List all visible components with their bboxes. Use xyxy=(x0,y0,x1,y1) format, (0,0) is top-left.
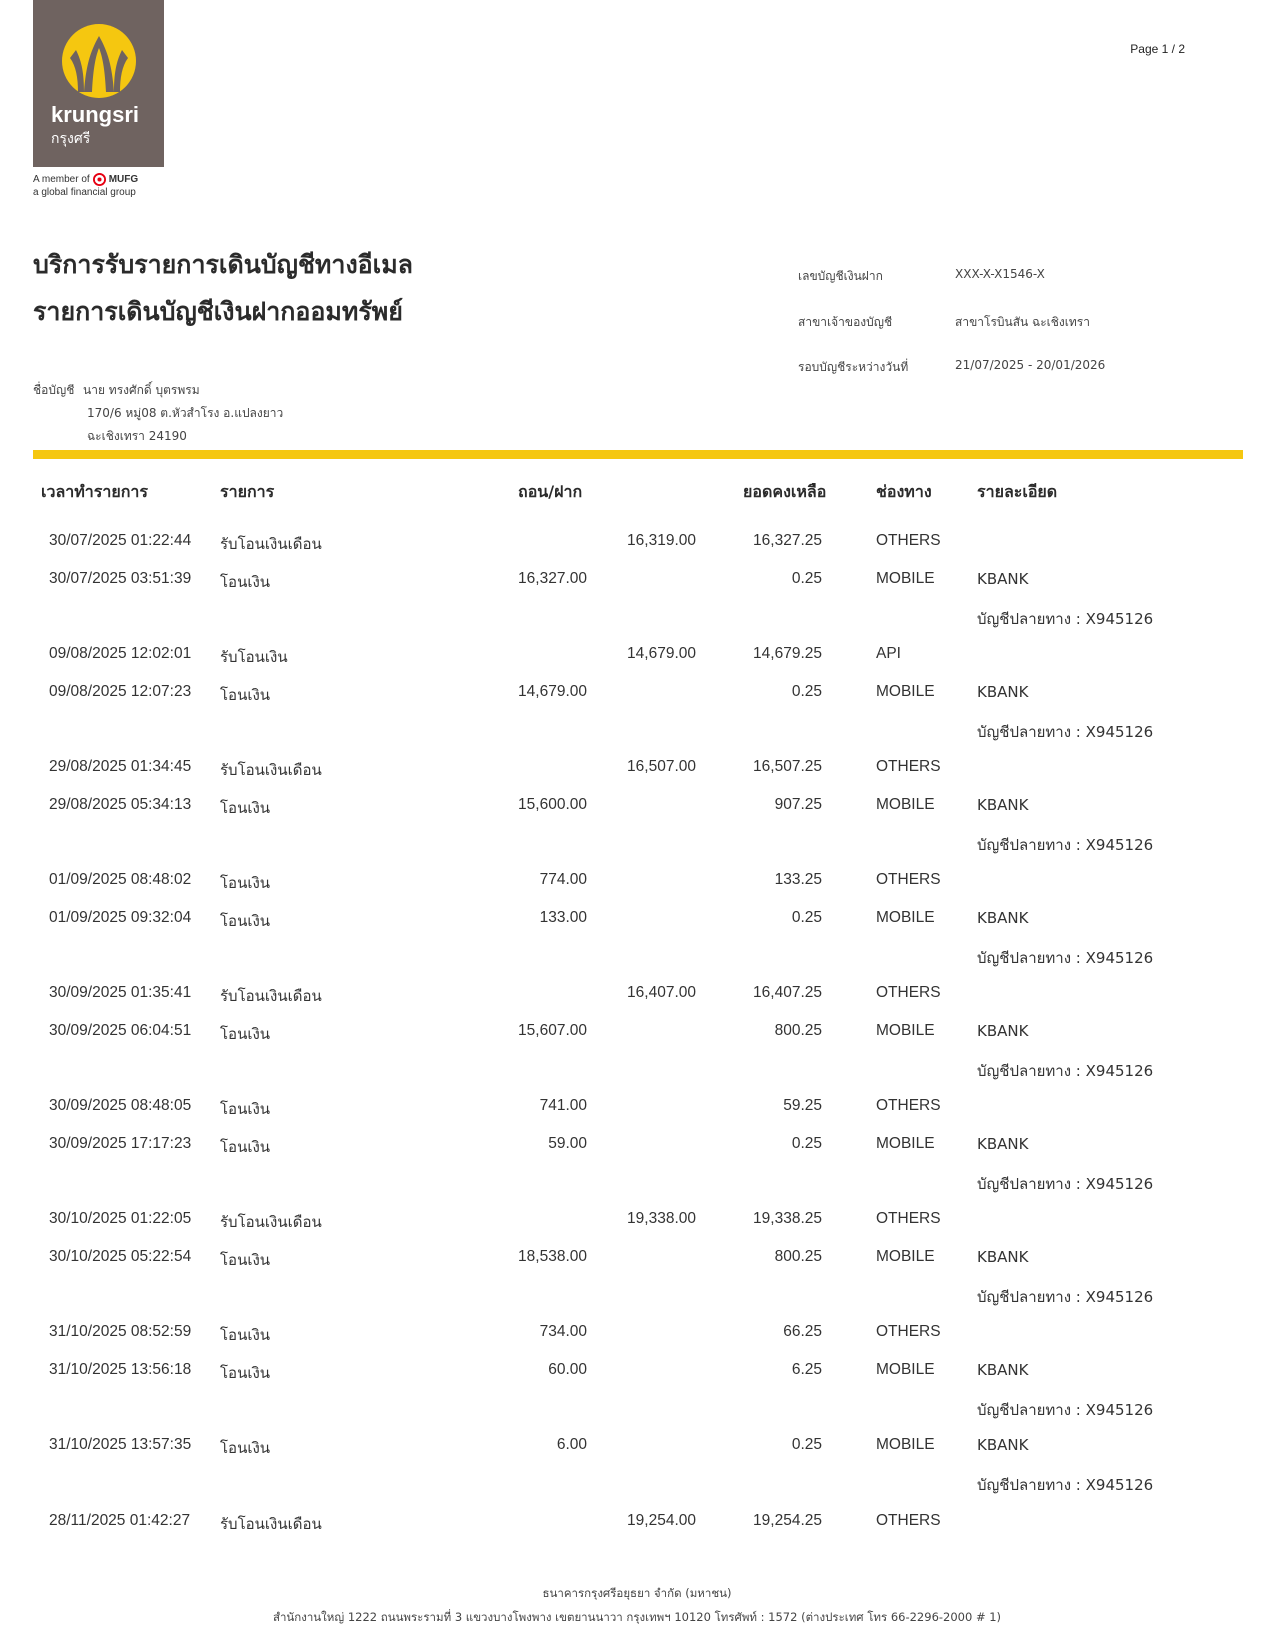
transaction-time: 09/08/2025 12:07:23 xyxy=(49,683,192,700)
branch-label: สาขาเจ้าของบัญชี xyxy=(798,315,893,329)
withdraw-amount: 774.00 xyxy=(539,871,587,888)
transaction-detail-account: บัญชีปลายทาง : X945126 xyxy=(977,610,1154,628)
transaction-time: 28/11/2025 01:42:27 xyxy=(49,1512,191,1529)
withdraw-amount: 734.00 xyxy=(539,1323,587,1340)
balance-amount: 0.25 xyxy=(791,1436,822,1453)
table-row xyxy=(0,683,1274,741)
table-row xyxy=(0,796,1274,854)
address-line-1: 170/6 หมู่08 ต.หัวสำโรง อ.แปลงยาว xyxy=(87,406,284,420)
transaction-time: 30/09/2025 08:48:05 xyxy=(49,1097,192,1114)
transaction-time: 29/08/2025 05:34:13 xyxy=(49,796,192,813)
transaction-time: 31/10/2025 13:57:35 xyxy=(49,1436,192,1453)
table-row xyxy=(0,1436,1274,1494)
balance-amount: 19,254.25 xyxy=(753,1512,822,1529)
owner-label: ชื่อบัญชี xyxy=(33,383,75,397)
transaction-description: โอนเงิน xyxy=(220,573,271,591)
transaction-detail-account: บัญชีปลายทาง : X945126 xyxy=(977,1401,1154,1419)
transaction-channel: MOBILE xyxy=(876,1248,935,1265)
period-value: 21/07/2025 - 20/01/2026 xyxy=(955,358,1106,372)
transaction-description: โอนเงิน xyxy=(220,1025,271,1043)
transaction-channel: OTHERS xyxy=(876,1512,941,1529)
header-time: เวลาทำรายการ xyxy=(41,482,148,501)
withdraw-amount: 59.00 xyxy=(548,1135,587,1152)
krungsri-logo xyxy=(33,0,164,167)
balance-amount: 16,507.25 xyxy=(753,758,822,775)
transaction-detail-bank: KBANK xyxy=(977,1361,1029,1379)
page-number: Page 1 / 2 xyxy=(1130,42,1185,56)
balance-amount: 59.25 xyxy=(783,1097,822,1114)
balance-amount: 19,338.25 xyxy=(753,1210,822,1227)
transaction-description: โอนเงิน xyxy=(220,1439,271,1457)
owner-name: นาย ทรงศักดิ์ บุตรพรม xyxy=(83,383,200,397)
account-number-label: เลขบัญชีเงินฝาก xyxy=(798,269,883,283)
withdraw-amount: 16,327.00 xyxy=(518,570,587,587)
table-row xyxy=(0,984,1274,1014)
page-title: บริการรับรายการเดินบัญชีทางอีเมล xyxy=(33,250,414,279)
balance-amount: 0.25 xyxy=(791,683,822,700)
transaction-channel: MOBILE xyxy=(876,570,935,587)
header-description: รายการ xyxy=(220,482,275,501)
withdraw-amount: 6.00 xyxy=(556,1436,587,1453)
transaction-time: 30/07/2025 01:22:44 xyxy=(49,532,192,549)
table-row xyxy=(0,758,1274,788)
balance-amount: 133.25 xyxy=(774,871,822,888)
logo-name: krungsri xyxy=(51,102,140,127)
deposit-amount: 16,507.00 xyxy=(627,758,696,775)
table-row xyxy=(0,1210,1274,1240)
table-row xyxy=(0,871,1274,901)
transaction-channel: OTHERS xyxy=(876,532,941,549)
transaction-description: รับโอนเงินเดือน xyxy=(220,1515,322,1533)
transaction-detail-account: บัญชีปลายทาง : X945126 xyxy=(977,1062,1154,1080)
krungsri-emblem-icon xyxy=(60,22,138,100)
transaction-description: โอนเงิน xyxy=(220,874,271,892)
mufg-icon xyxy=(93,173,106,186)
table-row xyxy=(0,532,1274,562)
transaction-description: รับโอนเงินเดือน xyxy=(220,535,322,553)
transaction-detail-bank: KBANK xyxy=(977,1135,1029,1153)
transaction-time: 30/09/2025 01:35:41 xyxy=(49,984,192,1001)
transaction-channel: MOBILE xyxy=(876,1135,935,1152)
transaction-time: 31/10/2025 13:56:18 xyxy=(49,1361,192,1378)
balance-amount: 800.25 xyxy=(774,1022,822,1039)
withdraw-amount: 14,679.00 xyxy=(518,683,587,700)
table-row xyxy=(0,1135,1274,1193)
table-row xyxy=(0,1022,1274,1080)
member-line xyxy=(33,173,138,186)
transaction-detail-bank: KBANK xyxy=(977,909,1029,927)
transaction-description: โอนเงิน xyxy=(220,686,271,704)
balance-amount: 16,327.25 xyxy=(753,532,822,549)
transaction-description: โอนเงิน xyxy=(220,1251,271,1269)
member-brand: MUFG xyxy=(108,174,139,185)
transaction-detail-bank: KBANK xyxy=(977,1248,1029,1266)
header-detail: รายละเอียด xyxy=(977,482,1058,501)
table-row xyxy=(0,909,1274,967)
transaction-detail-bank: KBANK xyxy=(977,796,1029,814)
withdraw-amount: 60.00 xyxy=(548,1361,587,1378)
transaction-channel: OTHERS xyxy=(876,1210,941,1227)
transaction-channel: OTHERS xyxy=(876,1323,941,1340)
transaction-time: 01/09/2025 08:48:02 xyxy=(49,871,192,888)
withdraw-amount: 133.00 xyxy=(539,909,587,926)
transaction-time: 30/09/2025 06:04:51 xyxy=(49,1022,192,1039)
transaction-channel: MOBILE xyxy=(876,683,935,700)
transaction-description: โอนเงิน xyxy=(220,1326,271,1344)
transaction-channel: MOBILE xyxy=(876,796,935,813)
footer-bank-name: ธนาคารกรุงศรีอยุธยา จำกัด (มหาชน) xyxy=(542,1586,732,1600)
transaction-description: รับโอนเงินเดือน xyxy=(220,761,322,779)
balance-amount: 907.25 xyxy=(774,796,822,813)
transaction-channel: MOBILE xyxy=(876,909,935,926)
table-row xyxy=(0,1248,1274,1306)
header-divider xyxy=(33,450,1243,459)
transaction-time: 01/09/2025 09:32:04 xyxy=(49,909,192,926)
withdraw-amount: 15,607.00 xyxy=(518,1022,587,1039)
transaction-time: 30/09/2025 17:17:23 xyxy=(49,1135,192,1152)
account-number-value: XXX-X-X1546-X xyxy=(955,267,1045,281)
balance-amount: 0.25 xyxy=(791,1135,822,1152)
transaction-channel: MOBILE xyxy=(876,1361,935,1378)
balance-amount: 14,679.25 xyxy=(753,645,822,662)
transaction-time: 31/10/2025 08:52:59 xyxy=(49,1323,192,1340)
transaction-description: โอนเงิน xyxy=(220,1364,271,1382)
deposit-amount: 14,679.00 xyxy=(627,645,696,662)
balance-amount: 16,407.25 xyxy=(753,984,822,1001)
balance-amount: 800.25 xyxy=(774,1248,822,1265)
withdraw-amount: 18,538.00 xyxy=(518,1248,587,1265)
transaction-channel: OTHERS xyxy=(876,984,941,1001)
logo-tagline: a global financial group xyxy=(33,187,136,198)
balance-amount: 6.25 xyxy=(791,1361,822,1378)
deposit-amount: 19,254.00 xyxy=(627,1512,696,1529)
logo-thai-name: กรุงศรี xyxy=(51,131,91,147)
withdraw-amount: 741.00 xyxy=(539,1097,587,1114)
withdraw-amount: 15,600.00 xyxy=(518,796,587,813)
balance-amount: 0.25 xyxy=(791,570,822,587)
transaction-time: 30/10/2025 05:22:54 xyxy=(49,1248,192,1265)
table-row xyxy=(0,645,1274,675)
transaction-channel: MOBILE xyxy=(876,1022,935,1039)
address-line-2: ฉะเชิงเทรา 24190 xyxy=(87,429,187,443)
transaction-description: โอนเงิน xyxy=(220,799,271,817)
transaction-channel: OTHERS xyxy=(876,758,941,775)
deposit-amount: 16,319.00 xyxy=(627,532,696,549)
transaction-detail-bank: KBANK xyxy=(977,1436,1029,1454)
table-row xyxy=(0,1361,1274,1419)
header-amount: ถอน/ฝาก xyxy=(518,482,583,501)
transaction-detail-account: บัญชีปลายทาง : X945126 xyxy=(977,1476,1154,1494)
transaction-detail-account: บัญชีปลายทาง : X945126 xyxy=(977,1175,1154,1193)
transaction-detail-bank: KBANK xyxy=(977,1022,1029,1040)
table-row xyxy=(0,1323,1274,1353)
table-row xyxy=(0,1097,1274,1127)
header-channel: ช่องทาง xyxy=(876,482,932,501)
transaction-description: โอนเงิน xyxy=(220,1100,271,1118)
transaction-detail-account: บัญชีปลายทาง : X945126 xyxy=(977,723,1154,741)
header-balance: ยอดคงเหลือ xyxy=(743,482,827,501)
transaction-detail-account: บัญชีปลายทาง : X945126 xyxy=(977,836,1154,854)
transaction-time: 30/10/2025 01:22:05 xyxy=(49,1210,192,1227)
transaction-description: โอนเงิน xyxy=(220,912,271,930)
transaction-description: รับโอนเงิน xyxy=(220,648,288,666)
transaction-detail-account: บัญชีปลายทาง : X945126 xyxy=(977,1288,1154,1306)
transaction-channel: MOBILE xyxy=(876,1436,935,1453)
transaction-channel: OTHERS xyxy=(876,1097,941,1114)
transaction-description: โอนเงิน xyxy=(220,1138,271,1156)
footer-address: สำนักงานใหญ่ 1222 ถนนพระรามที่ 3 แขวงบางโพงพาง เขตยานนาวา กรุงเทพฯ 10120 โทรศัพท์ : 1572 (ต่างประเทศ โทร 66-2296-2000 # 1) xyxy=(272,1610,1002,1624)
transaction-channel: OTHERS xyxy=(876,871,941,888)
transaction-description: รับโอนเงินเดือน xyxy=(220,987,322,1005)
transaction-detail-account: บัญชีปลายทาง : X945126 xyxy=(977,949,1154,967)
period-label: รอบบัญชีระหว่างวันที่ xyxy=(798,360,909,374)
deposit-amount: 19,338.00 xyxy=(627,1210,696,1227)
transaction-time: 30/07/2025 03:51:39 xyxy=(49,570,192,587)
page-subtitle: รายการเดินบัญชีเงินฝากออมทรัพย์ xyxy=(33,297,403,326)
transaction-time: 29/08/2025 01:34:45 xyxy=(49,758,192,775)
deposit-amount: 16,407.00 xyxy=(627,984,696,1001)
balance-amount: 0.25 xyxy=(791,909,822,926)
member-prefix: A member of xyxy=(33,174,90,185)
transaction-time: 09/08/2025 12:02:01 xyxy=(49,645,192,662)
table-row xyxy=(0,570,1274,628)
transaction-detail-bank: KBANK xyxy=(977,683,1029,701)
balance-amount: 66.25 xyxy=(783,1323,822,1340)
table-row xyxy=(0,1512,1274,1542)
branch-value: สาขาโรบินสัน ฉะเชิงเทรา xyxy=(955,315,1090,329)
transaction-description: รับโอนเงินเดือน xyxy=(220,1213,322,1231)
transaction-detail-bank: KBANK xyxy=(977,570,1029,588)
transaction-channel: API xyxy=(876,645,901,662)
